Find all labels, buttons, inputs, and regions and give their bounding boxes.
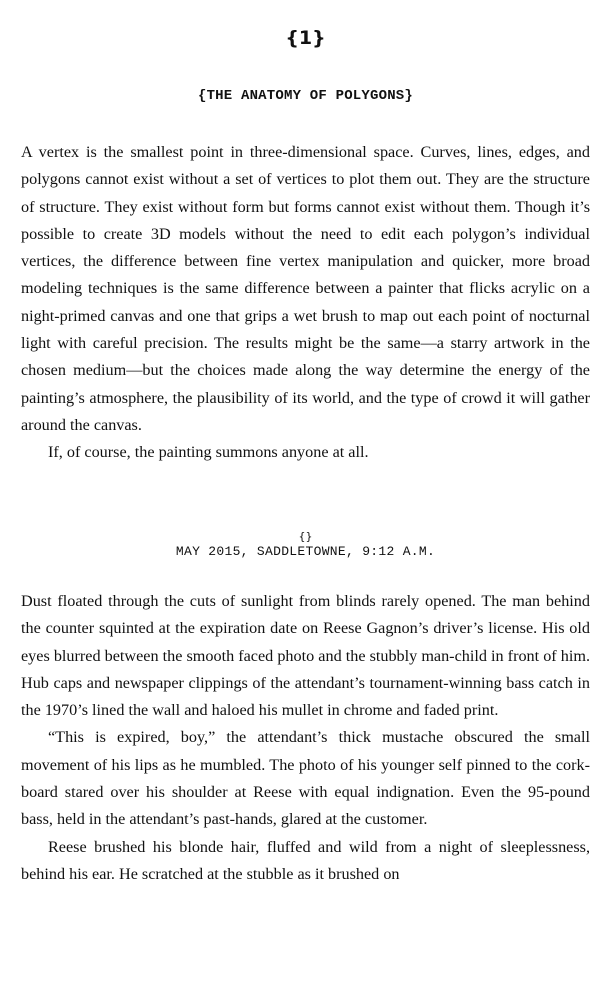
scene-break [21,530,590,561]
body-paragraph: A vertex is the smallest point in three-dimensional space. Curves, lines, edges, and polygons cannot exist without a set of vertices to plot them out. They are the structure of structure. They exist without form but forms cannot exist without them. Though it’s possible to create 3D models without the need to edit each polygon’s individual vertices, the difference between fine vertex manipulation and quicker, more broad modeling techniques is the same difference between a painter that flicks acrylic on a night-primed canvas and one that grips a wet brush to map out each point of nocturnal light with careful precision. The results might be the same—a starry artwork in the chosen medium—but the choices made along the way determine the energy of the painting’s atmosphere, the plausibility of its world, and the type of crowd it will gather around the canvas. [21,143,590,434]
scene-heading: MAY 2015, SADDLETOWNE, 9:12 A.M. [175,544,436,559]
scene-break-mark: {} [298,530,313,543]
body-paragraph: “This is expired, boy,” the attendant’s thick mustache obscured the small movement of his lips as he mumbled. The photo of his younger self pinned to the cork-board stared over his shoulder at Reese with equal indignation. Even the 95-pound bass, held in the attendant’s past-hands, glared at the customer. [21,728,590,829]
scene-section [21,588,590,888]
opening-section [21,139,590,467]
body-paragraph: Dust floated through the cuts of sunlight from blinds rarely opened. The man behind the counter squinted at the expiration date on Reese Gagnon’s driver’s license. His old eyes blurred between the smooth faced photo and the stubbly man-child in front of him. Hub caps and newspaper clippings of the attendant’s tournament-winning bass catch in the 1970’s lined the wall and haloed his mullet in chrome and faded print. [21,592,590,720]
body-paragraph: If, of course, the painting summons anyone at all. [48,443,369,462]
chapter-number: {1} [285,27,326,49]
chapter-title: {THE ANATOMY OF POLYGONS} [197,88,414,104]
body-paragraph: Reese brushed his blonde hair, fluffed and wild from a night of sleeplessness, behind his ear. He scratched at the stubble as it brushed on [21,837,590,883]
